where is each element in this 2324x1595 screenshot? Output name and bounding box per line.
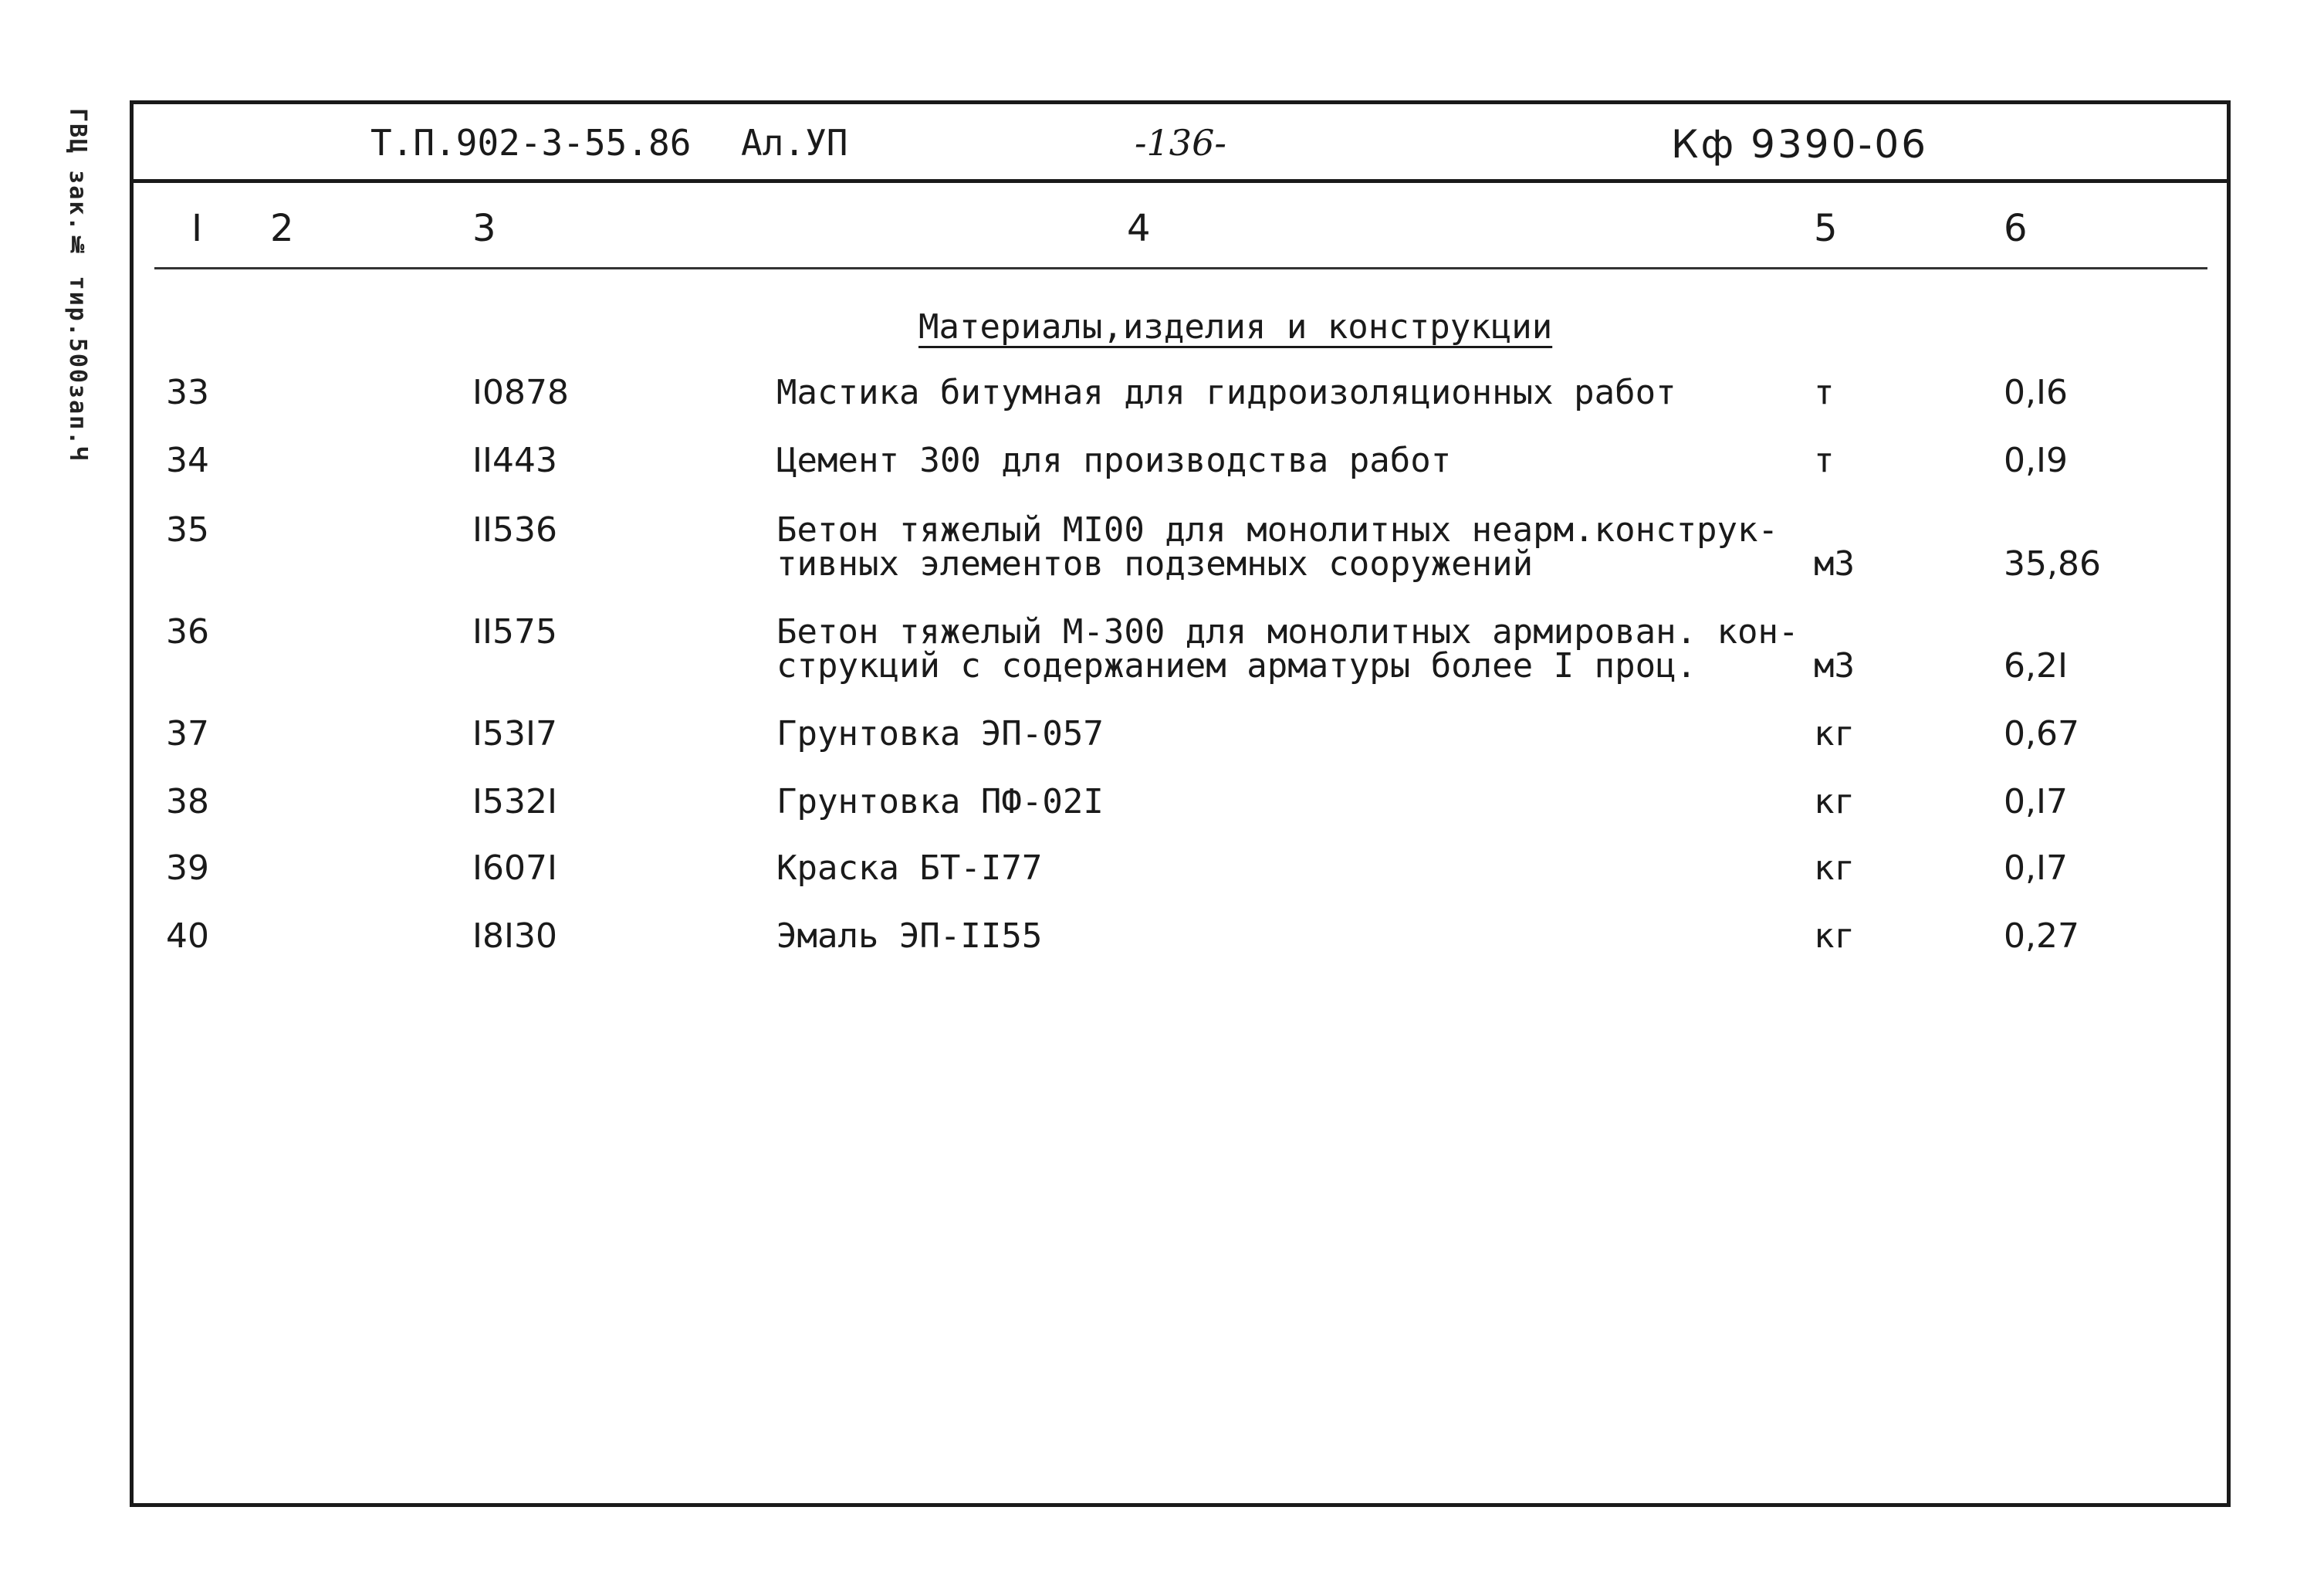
unit: м3 [1814, 544, 1855, 584]
column-header-5: 5 [1814, 207, 1838, 250]
column-header-4: 4 [1127, 207, 1151, 250]
resource-name: струкций с содержанием арматуры более I проц. [776, 646, 1697, 686]
resource-code: II575 [472, 612, 557, 652]
page-number: -136- [1135, 122, 1226, 164]
quantity: 6,2I [2004, 646, 2068, 686]
quantity: 0,I7 [2004, 848, 2068, 888]
column-header-3: 3 [472, 207, 496, 250]
resource-code: II536 [472, 510, 557, 550]
resource-name: Бетон тяжелый МI00 для монолитных неарм.конструк- [776, 510, 1779, 550]
column-header-2: 2 [270, 207, 294, 250]
row-number: 37 [166, 714, 209, 753]
quantity: 0,67 [2004, 714, 2079, 753]
row-number: 35 [166, 510, 209, 550]
unit: кг [1814, 782, 1855, 821]
row-number: 40 [166, 916, 209, 956]
unit: кг [1814, 848, 1855, 888]
resource-name: Бетон тяжелый М-300 для монолитных армирован. кон- [776, 612, 1799, 652]
resource-code: I53I7 [472, 714, 557, 753]
unit: кг [1814, 714, 1855, 753]
section-title: Материалы,изделия и конструкции [918, 307, 1553, 347]
resource-name: Эмаль ЭП-II55 [776, 916, 1043, 956]
resource-code: II443 [472, 441, 557, 480]
resource-name: тивных элементов подземных сооружений [776, 544, 1534, 584]
quantity: 35,86 [2004, 544, 2101, 584]
kf-code: Кф 9390-06 [1671, 122, 1929, 167]
column-divider [154, 267, 2207, 269]
resource-name: Грунтовка ЭП-057 [776, 714, 1104, 753]
resource-code: I8I30 [472, 916, 557, 956]
row-number: 33 [166, 373, 209, 412]
quantity: 0,I6 [2004, 373, 2068, 412]
resource-name: Мастика битумная для гидроизоляционных работ [776, 373, 1676, 412]
quantity: 0,I9 [2004, 441, 2068, 480]
resource-code: I532I [472, 782, 557, 821]
resource-name: Краска БТ-I77 [776, 848, 1043, 888]
header-divider [130, 179, 2231, 183]
row-number: 36 [166, 612, 209, 652]
row-number: 34 [166, 441, 209, 480]
unit: т [1814, 441, 1835, 480]
resource-name: Грунтовка ПФ-02I [776, 782, 1104, 821]
resource-code: I607I [472, 848, 557, 888]
resource-code: I0878 [472, 373, 569, 412]
project-code: Т.П.902-3-55.86 [370, 122, 692, 164]
column-header-1: I [191, 207, 203, 250]
quantity: 0,I7 [2004, 782, 2068, 821]
quantity: 0,27 [2004, 916, 2079, 956]
column-header-6: 6 [2004, 207, 2028, 250]
unit: т [1814, 373, 1835, 412]
resource-name: Цемент 300 для производства работ [776, 441, 1452, 480]
unit: кг [1814, 916, 1855, 956]
unit: м3 [1814, 646, 1855, 686]
row-number: 38 [166, 782, 209, 821]
side-note: ГВЦ зак.№ тир.500зап.Ч [64, 108, 91, 462]
row-number: 39 [166, 848, 209, 888]
album-number: Ал.УП [741, 122, 848, 164]
